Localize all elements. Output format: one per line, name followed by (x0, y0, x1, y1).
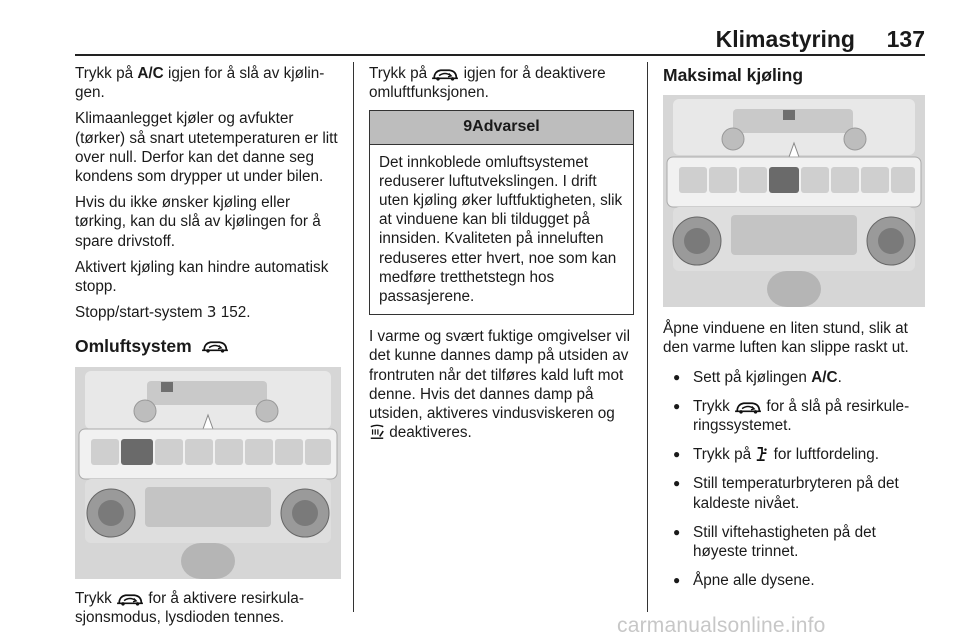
recirculation-icon (201, 339, 229, 353)
air-distribution-icon (755, 446, 769, 462)
climate-panel-photo-recirculation (75, 367, 341, 579)
page-reference-arrow: 3 (206, 303, 217, 322)
list-item: ● Trykk på for luftfordeling. (663, 445, 927, 464)
paragraph-recirc-off: Trykk på igjen for å deaktivere omluftfunksjonen. (369, 65, 606, 102)
column-right (663, 64, 927, 600)
page-number: 137 (886, 26, 925, 52)
climate-panel-photo-max-cooling (663, 95, 925, 307)
list-item: ● Sett på kjølingen A/C. (663, 368, 927, 387)
paragraph-dehumidify: Klimaanlegget kjøler og avfukter (tørker) så snart utetemperaturen er litt over null. Derfor kan det danne seg kondens som drypper ut under bilen. (75, 110, 338, 186)
warning-text: Det innkoblede omluftsystemet reduserer luftutvekslingen. I drift uten kjøling øker luftfuktigheten, slik at vinduene kan bli tildugget på innsiden. Kvaliteten på inneluften reduseres etter hvert, noe som kan medføre tretthetstegn hos passasjerene. (379, 153, 623, 306)
ac-label: A/C (137, 65, 164, 82)
page-header (75, 24, 925, 54)
paragraph-ac-off: Trykk på A/C igjen for å slå av kjølingen. (75, 65, 325, 102)
recirculation-icon (734, 400, 762, 414)
column-divider-2 (647, 62, 648, 612)
section-heading-recirculation: Omluftsystem (75, 337, 343, 356)
page-title: Klimastyring (715, 26, 855, 52)
warning-box (369, 110, 634, 315)
section-heading-max-cooling: Maksimal kjøling (663, 65, 804, 85)
recirculation-icon (431, 67, 459, 81)
paragraph-open-windows: Åpne vinduene en liten stund, slik at den varme luften kan slippe raskt ut. (663, 320, 909, 357)
warning-header: 9Advarsel (370, 111, 633, 144)
list-item: ● Still viftehastigheten på det høyeste trinnet. (663, 523, 927, 561)
paragraph-humid-conditions: I varme og svært fuktige omgivelser vil det kunne dannes damp på utsiden av frontruten når det tilføres kald luft mot denne. Hvis det dannes damp på utsiden, aktiveres vindusviskeren og deaktiveres. (369, 328, 630, 442)
column-left (75, 64, 343, 634)
list-item: ● Åpne alle dysene. (663, 571, 927, 590)
paragraph-stopstart-ref: Stopp/start-system 3 152. (75, 303, 251, 322)
watermark: carmanualsonline.info (617, 614, 826, 637)
column-divider-1 (353, 62, 354, 612)
caption-recirculation: Trykk for å aktivere resirkulasjonsmodus, lysdioden tennes. (75, 589, 304, 626)
warning-triangle-icon: 9 (463, 118, 473, 136)
column-middle (369, 64, 634, 449)
max-cooling-steps (663, 368, 927, 591)
windscreen-air-icon (369, 424, 385, 440)
paragraph-autostop: Aktivert kjøling kan hindre automatisk stopp. (75, 258, 329, 296)
list-item: ● Trykk for å slå på resirkuleringssystemet. (663, 397, 927, 435)
recirculation-icon (116, 592, 144, 606)
ac-label: A/C (811, 368, 838, 386)
list-item: ● Still temperaturbryteren på det kaldeste nivået. (663, 474, 927, 512)
paragraph-save-fuel: Hvis du ikke ønsker kjøling eller tørking, kan du slå av kjølingen for å spare drivstoff. (75, 194, 321, 250)
header-rule (75, 54, 925, 56)
